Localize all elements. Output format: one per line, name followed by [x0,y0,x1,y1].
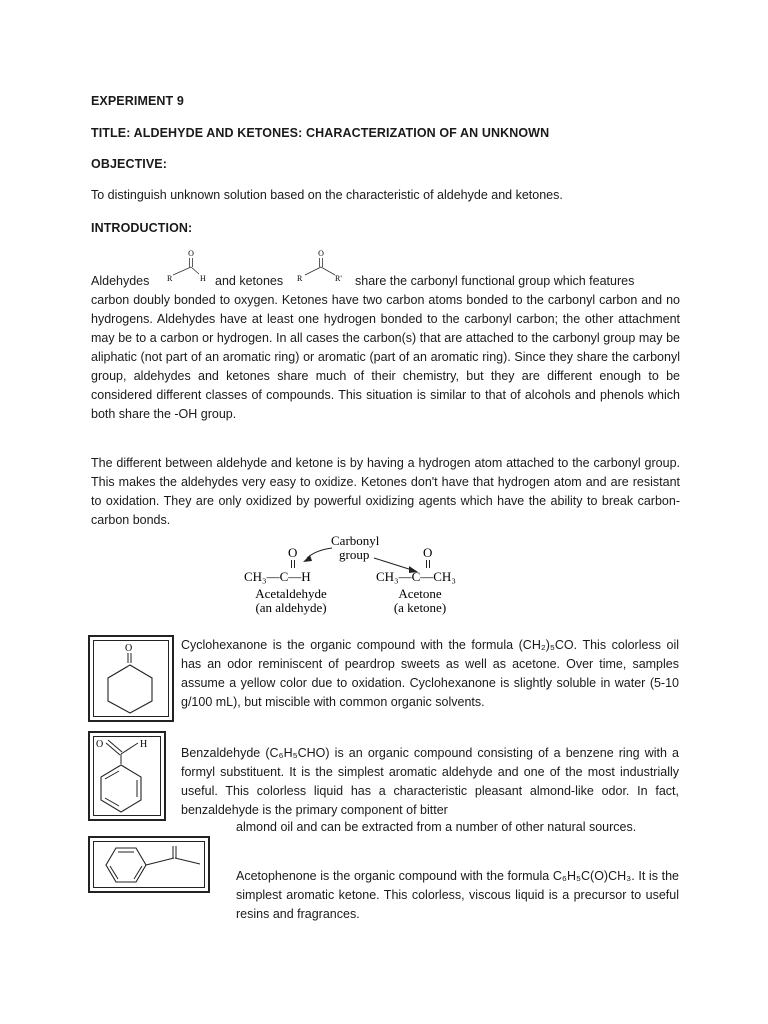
acetaldehyde-name: Acetaldehyde [255,586,327,601]
aldehyde-h-label: H [200,274,206,283]
benzaldehyde-structure-box [88,731,166,821]
benzaldehyde-icon [90,733,164,819]
ketone-structure-icon [293,246,351,286]
cyclohexanone-structure-box [88,635,174,722]
intro-lead-word: Aldehydes [91,274,150,288]
acetone-formula: CH₃—C—CH₃ [376,569,456,584]
cyclohexanone-o-label: O [125,643,133,654]
acetaldehyde-o-label: O [288,545,298,560]
acetophenone-structure-box [88,836,210,893]
objective-heading: OBJECTIVE: [91,157,168,171]
intro-paragraph-2: The different between aldehyde and ketone is by having a hydrogen atom attached to the carbonyl group. This makes the aldehydes very easy to oxidize. Ketones don't have that hydrogen atom and are resistant to oxidation. They are only oxidized by powerful oxidizing agents which have the ability to break carbon-carbon bonds. [91,456,680,527]
aldehyde-structure-icon [161,246,213,286]
intro-first-line [91,249,680,291]
benzaldehyde-h-label: H [140,739,148,750]
acetophenone-icon [90,838,208,891]
aldehyde-r-label: R [167,274,173,283]
experiment-heading: EXPERIMENT 9 [91,94,184,108]
intro-first-line-tail: share the carbonyl functional group which features [355,274,635,288]
intro-paragraph-1: carbon doubly bonded to oxygen. Ketones have two carbon atoms bonded to the carbonyl carbon and no hydrogens. Aldehydes have at least one hydrogen bonded to the carbonyl carbon; the other attachment may be to a carbon or hydrogen. In all cases the carbon(s) that are attached to the carbonyl group may be aliphatic (not part of an aromatic ring) or aromatic (part of an aromatic ring). Since they share the carbonyl group, aldehydes and ketones share much of their chemistry, but they are different enough to be considered different classes of compounds. This situation is similar to that of alcohols and phenols which both share the -OH group. [91,293,680,421]
acetone-name: Acetone [398,586,442,601]
title-heading: TITLE: ALDEHYDE AND KETONES: CHARACTERIZATION OF AN UNKNOWN [91,126,550,140]
introduction-heading: INTRODUCTION: [91,221,193,235]
intro-mid-word: and ketones [215,274,284,288]
acetaldehyde-formula: CH₃—C—H [244,569,311,584]
carbonyl-label-line2: group [339,547,370,562]
acetaldehyde-class: (an aldehyde) [255,600,327,615]
acetone-class: (a ketone) [393,600,447,615]
carbonyl-label-line1: Carbonyl [331,533,380,548]
cyclohexanone-text: Cyclohexanone is the organic compound with the formula (CH₂)₅CO. This colorless oil has an odor reminiscent of peardrop sweets as well as acetone. Over time, samples assume a yellow color due to oxidation. Cyclohexanone is slightly soluble in water (5-10 g/100 mL), but miscible with common organic solvents. [181,638,679,709]
acetone-o-label: O [423,545,433,560]
benzaldehyde-text: Benzaldehyde (C₆H₅CHO) is an organic compound consisting of a benzene ring with a formyl substituent. It is the simplest aromatic aldehyde and one of the most industrially useful. This colorless liquid has a characteristic pleasant almond-like odor. In fact, benzaldehyde is the primary component of bitter [181,746,679,817]
ketone-o-label: O [318,249,324,258]
cyclohexanone-icon [90,637,172,720]
ketone-r-label: R [297,274,303,283]
carbonyl-figure [236,530,486,622]
aldehyde-o-label: O [188,249,194,258]
ketone-r2-label: R' [335,274,342,283]
benzaldehyde-o-label: O [96,739,104,750]
benzaldehyde-text-continued: almond oil and can be extracted from a number of other natural sources. [236,820,637,834]
objective-text: To distinguish unknown solution based on the characteristic of aldehyde and ketones. [91,188,563,202]
acetophenone-text: Acetophenone is the organic compound with the formula C₆H₅C(O)CH₃. It is the simplest aromatic ketone. This colorless, viscous liquid is a precursor to useful resins and fragrances. [236,869,679,921]
